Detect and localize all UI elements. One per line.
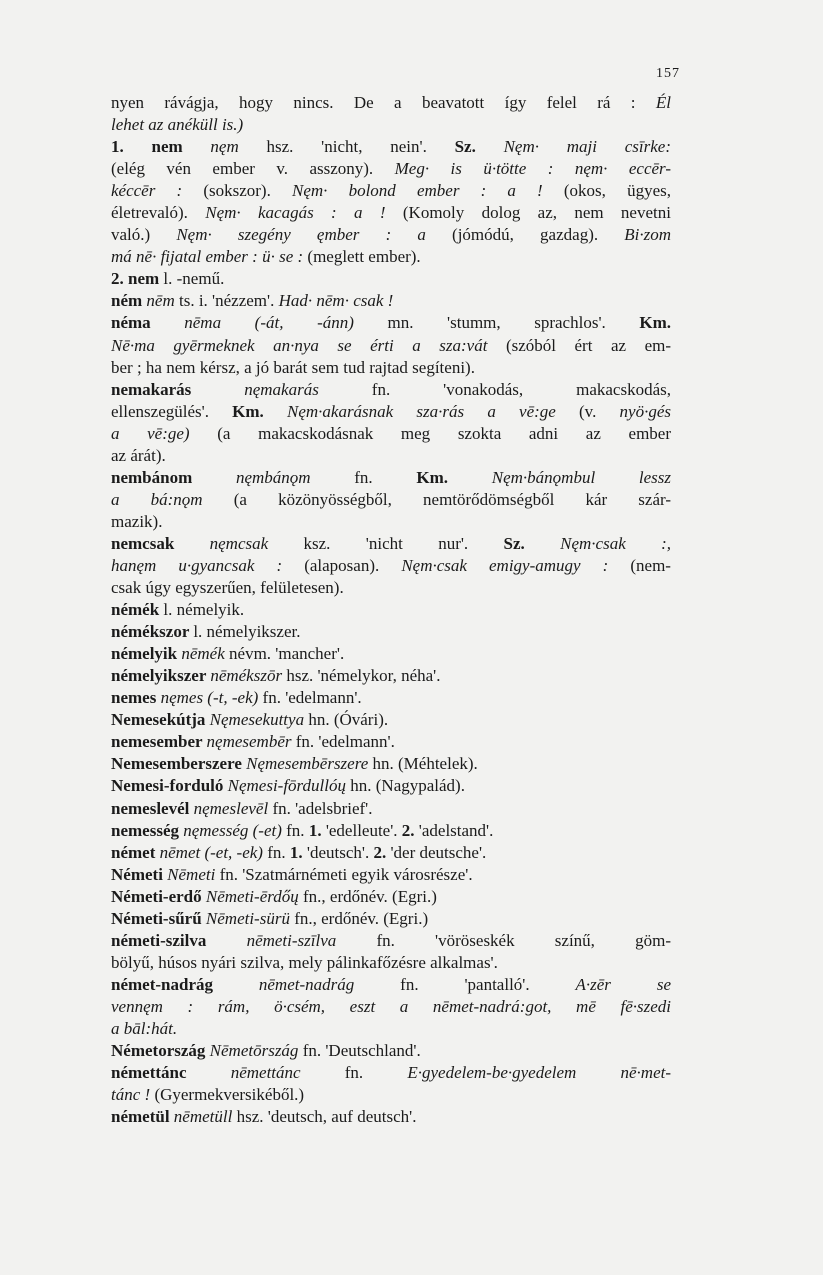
dialect-form: Nē·ma gyērmeknek an·nya se érti a sza:vát — [111, 335, 488, 355]
dialect-form: Nęmesembērszere — [246, 754, 369, 774]
text-line — [111, 268, 671, 290]
definition-text: 'der deutsche'. — [386, 842, 487, 862]
text-line — [111, 423, 671, 445]
dialect-form: nęmes (-t, -ek) — [160, 688, 259, 708]
headword: nemakarás — [111, 379, 245, 399]
headword: némékszor — [111, 622, 194, 642]
definition-text: névm. 'mancher'. — [224, 644, 345, 664]
dialect-form: Nęm·akarásnak sza·rás a vē:gе — [286, 401, 556, 421]
headword: némék — [111, 600, 164, 620]
definition-text: (szóból ért az em- — [487, 335, 671, 355]
headword: 1. — [308, 820, 322, 840]
headword: Km. — [232, 401, 264, 421]
text-line — [111, 202, 671, 224]
dialect-form: nęmbánǫm — [235, 467, 311, 487]
page-number: 157 — [656, 66, 680, 81]
text-line — [111, 908, 671, 930]
definition-text: fn. 'adelsbrief'. — [268, 798, 373, 818]
definition-text: (v. — [555, 401, 620, 421]
headword: Nemesi-forduló — [111, 776, 228, 796]
definition-text: fn. 'edelmann'. — [291, 732, 395, 752]
headword: 1. — [289, 842, 303, 862]
dialect-form: vennęm : rám, ö·csém, eszt a nēmet-nadrá:got, mē fē·szedi — [111, 996, 671, 1016]
dialect-form: Meg· is ü·tötte : nęm· eccēr- — [394, 159, 671, 179]
text-line — [111, 312, 671, 334]
text-line — [111, 136, 671, 158]
definition-text: való.) — [111, 225, 177, 245]
headword: ném — [111, 291, 147, 311]
definition-text: (okos, ügyes, — [542, 181, 671, 201]
headword: némelyikszer — [111, 666, 211, 686]
dialect-form: nēm — [146, 291, 175, 311]
dialect-form: nēmékszōr — [210, 666, 283, 686]
definition-text: hsz. 'némelykor, néha'. — [282, 666, 441, 686]
headword: Nemesemberszere — [111, 754, 247, 774]
headword: Sz. — [454, 137, 476, 157]
headword: Németi-erdő — [111, 886, 206, 906]
definition-text: (jómódú, gazdag). — [425, 225, 625, 245]
dialect-form: hanęm u·gyancsak : — [111, 555, 283, 575]
definition-text: 'adelstand'. — [414, 820, 494, 840]
text-line — [111, 1106, 671, 1128]
headword: Km. — [639, 313, 671, 333]
definition-text: bölyű, húsos nyári szilva, mely pálinkafőzésre alkalmas'. — [111, 952, 498, 972]
headword: Németi — [111, 864, 168, 884]
definition-text: fn. 'Szatmárnémeti egyik városrésze'. — [215, 864, 473, 884]
text-line — [111, 467, 671, 489]
definition-text — [448, 468, 492, 487]
definition-text: ksz. 'nicht nur'. — [268, 533, 504, 553]
definition-text: (Gyermekversikéből.) — [150, 1085, 305, 1105]
definition-text — [264, 402, 287, 421]
text-line — [111, 1062, 671, 1084]
text-line — [111, 665, 671, 687]
text-line — [111, 775, 671, 797]
definition-text: fn., erdőnév. (Egri.) — [298, 886, 437, 906]
text-line — [111, 158, 671, 180]
dialect-form: nēmeti-szīlva — [246, 930, 337, 950]
headword: némettánc — [111, 1063, 231, 1083]
dialect-form: nęmeslevēl — [193, 798, 269, 818]
text-line — [111, 731, 671, 753]
dialect-form: E·gyedelem-be·gyedelem nē·met- — [407, 1063, 671, 1083]
headword: németül — [111, 1107, 174, 1127]
text-line — [111, 335, 671, 357]
definition-text: (nem- — [608, 555, 671, 575]
headword: Németi-sűrű — [111, 908, 206, 928]
dialect-form: a bá:nǫm — [111, 489, 203, 509]
definition-text: fn., erdőnév. (Egri.) — [289, 908, 429, 928]
definition-text: mazik). — [111, 511, 163, 531]
headword: nembánom — [111, 467, 236, 487]
definition-text: fn. 'edelmann'. — [258, 688, 362, 708]
text-line — [111, 401, 671, 423]
text-line — [111, 930, 671, 952]
dialect-form: Nēmeti-sürü — [205, 908, 290, 928]
text-line — [111, 555, 671, 577]
definition-text: l. némelyikszer. — [193, 622, 301, 642]
headword: némelyik — [111, 644, 182, 664]
dialect-form: Él — [655, 93, 671, 112]
dialect-form: Nęm· bolond ember : a ! — [292, 181, 543, 201]
headword: német-nadrág — [111, 974, 259, 994]
dialect-form: tánc ! — [111, 1085, 151, 1105]
dictionary-text-block — [111, 92, 671, 1128]
text-line — [111, 643, 671, 665]
text-line — [111, 842, 671, 864]
dialect-form: a bāl:hát. — [111, 1018, 178, 1038]
definition-text: (alaposan). — [282, 555, 402, 575]
text-line — [111, 445, 671, 467]
dialect-form: Nēmetōrszág — [209, 1041, 299, 1061]
headword: 1. nem — [111, 137, 211, 157]
definition-text: nyen rávágja, hogy nincs. De a beavatott így felel rá : — [111, 93, 656, 112]
dialect-form: Nęmesekuttya — [209, 710, 305, 730]
definition-text: hn. (Nagypalád). — [346, 776, 465, 796]
dialect-form: Nęm·csak emigy-amugy : — [401, 555, 609, 575]
dialect-form: Bi·zom — [624, 225, 671, 245]
definition-text: ellenszegülés'. — [111, 401, 233, 421]
text-line — [111, 290, 671, 312]
text-line — [111, 952, 671, 974]
definition-text: hsz. 'nicht, nein'. — [238, 137, 455, 157]
dialect-form: nęmesembēr — [206, 732, 292, 752]
definition-text: fn. 'pantalló'. — [354, 974, 576, 994]
dialect-form: nēma (-át, -ánn) — [184, 313, 354, 333]
definition-text: (sokszor). — [182, 181, 292, 201]
dialect-form: nēmettánc — [230, 1063, 301, 1083]
definition-text: hn. (Óvári). — [304, 710, 389, 730]
headword: nemcsak — [111, 533, 210, 553]
dialect-form: Nęm· kacagás : a ! — [205, 203, 386, 223]
headword: 2. nem — [111, 269, 160, 289]
headword: Nemesekútja — [111, 710, 210, 730]
dialect-form: a vē:ge) — [111, 423, 190, 443]
definition-text: fn. — [281, 820, 309, 840]
dialect-form: kéccēr : — [111, 181, 183, 201]
text-line — [111, 1040, 671, 1062]
dialect-form: Nēmeti-ērdőų — [205, 886, 299, 906]
text-line — [111, 180, 671, 202]
headword: nemeslevél — [111, 798, 194, 818]
dialect-form: nęmcsak — [209, 533, 269, 553]
definition-text: (a közönyösségből, nemtörődömségből kár szár- — [202, 489, 671, 509]
text-line — [111, 577, 671, 599]
definition-text: fn. — [310, 467, 417, 487]
definition-text: az árát). — [111, 445, 166, 465]
definition-text: fn. 'Deutschland'. — [298, 1041, 421, 1061]
text-line — [111, 621, 671, 643]
headword: nemesember — [111, 732, 207, 752]
dialect-form: Nęmesi-fōrdullóų — [227, 776, 346, 796]
dialect-form: nęm — [210, 137, 239, 157]
text-line — [111, 886, 671, 908]
text-line — [111, 974, 671, 996]
headword: Km. — [416, 467, 449, 487]
dialect-form: nēmetüll — [173, 1107, 233, 1127]
definition-text — [476, 137, 504, 156]
definition-text: fn. — [300, 1063, 408, 1083]
definition-text: fn. 'vonakodás, makacskodás, — [318, 379, 671, 399]
definition-text: csak úgy egyszerűen, felületesen). — [111, 578, 344, 598]
text-line — [111, 533, 671, 555]
definition-text: (elég vén ember v. asszony). — [111, 159, 395, 179]
dialect-form: nēmék — [181, 644, 225, 664]
definition-text: mn. 'stumm, sprachlos'. — [353, 313, 640, 333]
definition-text: 'edelleute'. — [321, 820, 402, 840]
definition-text: ts. i. 'nézzem'. — [174, 291, 279, 311]
dialect-form: nēmet (-et, -ek) — [159, 842, 263, 862]
text-line — [111, 357, 671, 379]
dialect-form: Nęm· maji csīrke: — [503, 137, 671, 157]
headword: néma — [111, 313, 185, 333]
dialect-form: A·zēr se — [575, 974, 671, 994]
text-line — [111, 798, 671, 820]
text-line — [111, 246, 671, 268]
text-line — [111, 1084, 671, 1106]
headword: nemesség — [111, 820, 184, 840]
dialect-form: Had· nēm· csak ! — [278, 291, 394, 311]
dialect-form: má nē· fijatal ember : ü· se : — [111, 247, 304, 267]
definition-text: hsz. 'deutsch, auf deutsch'. — [232, 1107, 417, 1127]
text-line — [111, 511, 671, 533]
dialect-form: Nęm·bánǫmbul lessz — [491, 467, 671, 487]
text-line — [111, 753, 671, 775]
text-line — [111, 114, 671, 136]
definition-text: életrevaló). — [111, 203, 206, 223]
text-line — [111, 996, 671, 1018]
text-line — [111, 820, 671, 842]
text-line — [111, 489, 671, 511]
headword: nemes — [111, 688, 161, 708]
headword: Németország — [111, 1041, 210, 1061]
definition-text: (meglett ember). — [303, 247, 421, 267]
definition-text: hn. (Méhtelek). — [368, 754, 478, 774]
definition-text: (a makacskodásnak meg szokta adni az ember — [189, 423, 671, 443]
dialect-form: lehet az anéküll is.) — [111, 115, 244, 135]
headword: Sz. — [503, 533, 525, 553]
definition-text: ber ; ha nem kérsz, a jó barát sem tud rajtad segíteni). — [111, 357, 475, 377]
dialect-form: nyö·gés — [619, 401, 671, 421]
text-line — [111, 379, 671, 401]
dialect-form: Nęm·csak :, — [560, 533, 671, 553]
text-line — [111, 599, 671, 621]
headword: 2. — [373, 842, 387, 862]
text-line — [111, 92, 671, 114]
headword: 2. — [401, 820, 415, 840]
text-line — [111, 687, 671, 709]
headword: németi-szilva — [111, 930, 247, 950]
definition-text: (Komoly dolog az, nem nevetni — [385, 203, 671, 223]
dialect-form: Nēmeti — [167, 864, 216, 884]
definition-text — [525, 534, 560, 553]
text-line — [111, 1018, 671, 1040]
headword: német — [111, 842, 160, 862]
dialect-form: nęmesség (-et) — [183, 820, 282, 840]
definition-text: l. némelyik. — [163, 600, 245, 620]
definition-text: fn. 'vöröseskék színű, göm- — [336, 930, 671, 950]
definition-text: fn. — [262, 842, 290, 862]
dialect-form: nęmakarás — [244, 379, 319, 399]
dialect-form: Nęm· szegény ęmber : a — [176, 225, 426, 245]
definition-text: l. -nemű. — [159, 269, 225, 289]
dialect-form: nēmet-nadrág — [258, 974, 355, 994]
text-line — [111, 864, 671, 886]
text-line — [111, 224, 671, 246]
text-line — [111, 709, 671, 731]
definition-text: 'deutsch'. — [302, 842, 374, 862]
